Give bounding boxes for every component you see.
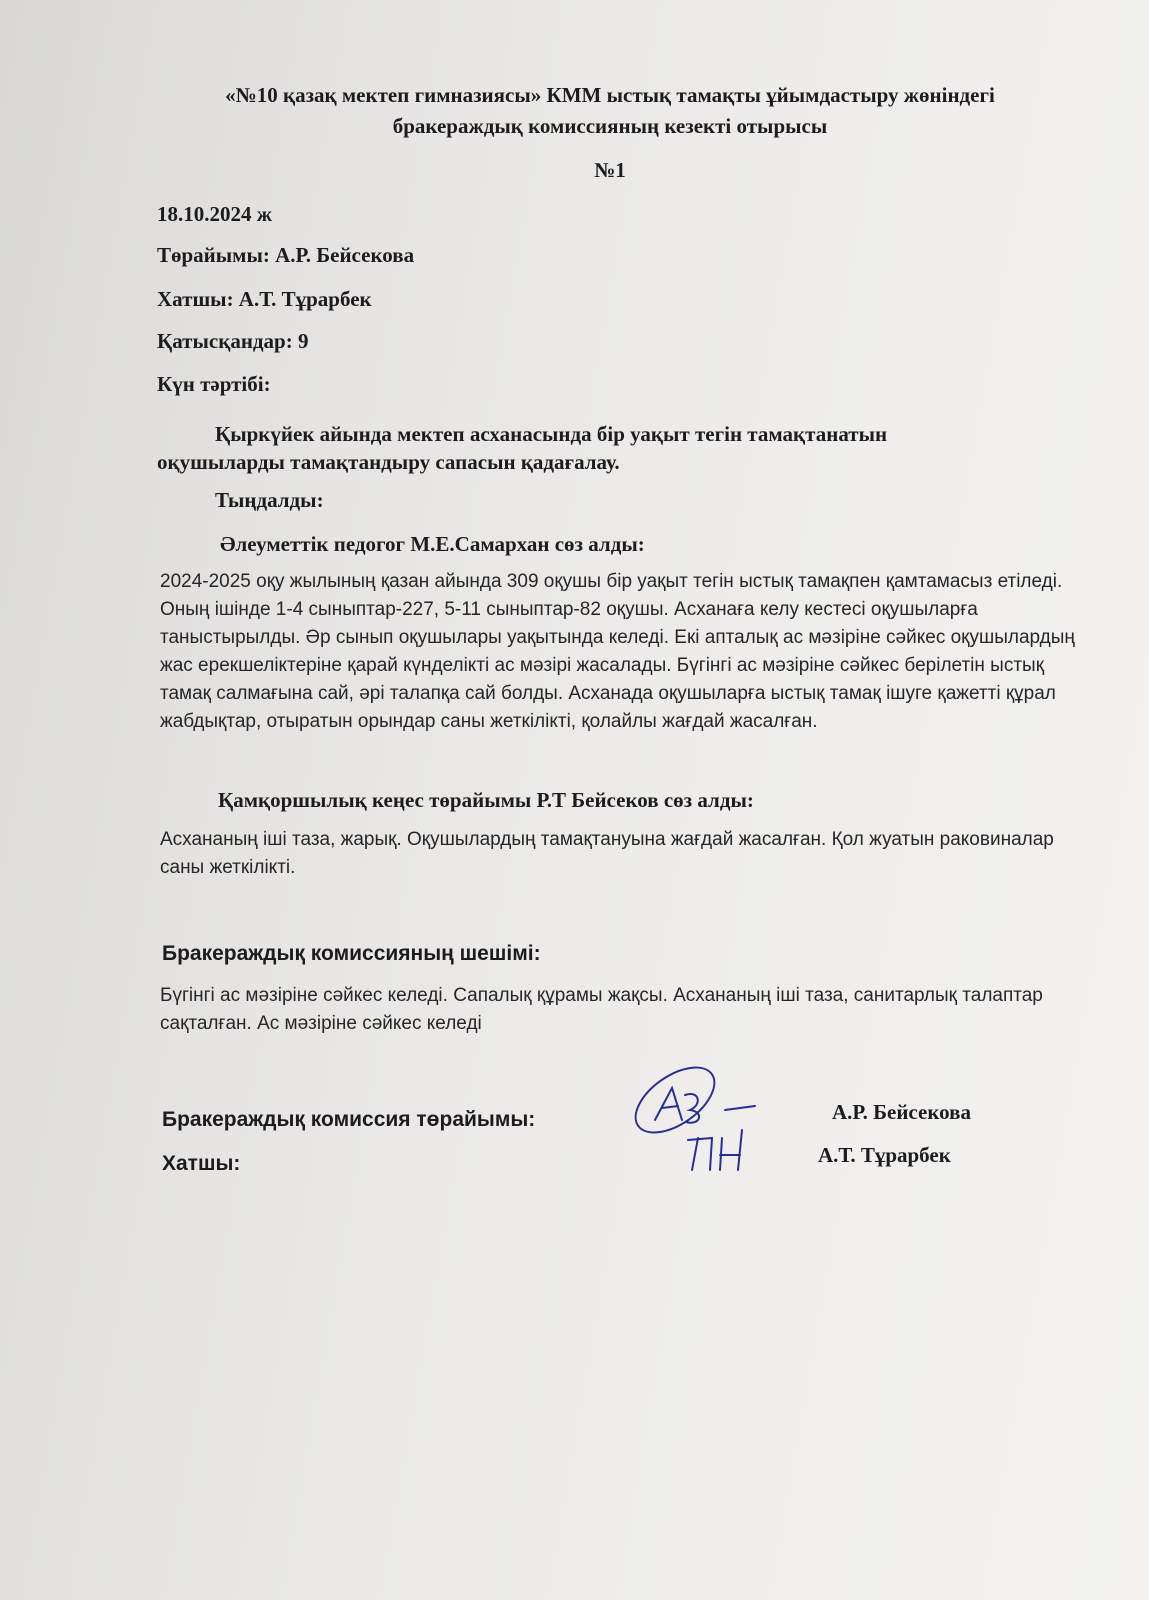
chair-line: Төрайымы: А.Р. Бейсекова xyxy=(157,243,415,267)
decision-label: Бракераждық комиссияның шешімі: xyxy=(162,942,541,965)
chair-sign-label: Бракераждық комиссия төрайымы: xyxy=(162,1108,536,1131)
secretary-sign-name: А.Т. Тұрарбек xyxy=(818,1143,951,1167)
agenda-label: Күн тәртібі: xyxy=(157,372,271,396)
meeting-date: 18.10.2024 ж xyxy=(157,202,272,226)
decision-text: Бүгінгі ас мәзіріне сәйкес келеді. Сапалық құрамы жақсы. Асхананың іші таза, санитарлық талаптар сақталған. Ас мәзіріне сәйкес келеді xyxy=(160,985,1043,1034)
protocol-number: №1 xyxy=(594,158,626,182)
speaker-1-heading: Әлеуметтік педогог М.Е.Самархан сөз алды: xyxy=(220,532,645,556)
speaker-1-text: 2024-2025 оқу жылының қазан айында 309 оқушы бір уақыт тегін ыстық тамақпен қамтамасыз етіледі. Оның ішінде 1-4 сыныптар-227, 5-11 сыныптар-82 оқушы. Асханаға келу кестесі оқушыларға таныстырылды. Әр сынып оқушылары уақытында келеді. Екі апталық ас мәзіріне сәйкес оқушылардың жас ерекшеліктеріне қарай күнделікті ас мәзірі жасалады. Бүгінгі ас мәзіріне сәйкес берілетін ыстық тамақ салмағына сай, әрі талапқа сай болды. Асханада оқушыларға ыстық тамақ ішуге қажетті құрал жабдықтар, отыратын орындар саны жеткілікті, қолайлы жағдай жасалған. xyxy=(160,571,1075,732)
title-line-2: бракераждық комиссияның кезекті отырысы xyxy=(392,114,828,138)
agenda-text: Қыркүйек айында мектеп асханасында бір уақыт тегін тамақтанатын оқушыларды тамақтандыру сапасын қадағалау. xyxy=(157,422,888,474)
secretary-sign-label: Хатшы: xyxy=(162,1152,241,1175)
document-title xyxy=(150,80,1070,142)
attendees-line: Қатысқандар: 9 xyxy=(157,329,309,353)
heard-label: Тыңдалды: xyxy=(215,488,324,512)
secretary-line: Хатшы: А.Т. Тұрарбек xyxy=(157,287,372,311)
title-line-1: «№10 қазақ мектеп гимназиясы» КММ ыстық тамақты ұйымдастыру жөніндегі xyxy=(225,83,995,107)
handwritten-signature-icon xyxy=(630,1060,770,1190)
speaker-2-text: Асхананың іші таза, жарық. Оқушылардың тамақтануына жағдай жасалған. Қол жуатын раковиналар саны жеткілікті. xyxy=(160,829,1054,878)
speaker-2-heading: Қамқоршылық кеңес төрайымы Р.Т Бейсеков сөз алды: xyxy=(218,788,754,812)
chair-sign-name: А.Р. Бейсекова xyxy=(832,1100,971,1124)
